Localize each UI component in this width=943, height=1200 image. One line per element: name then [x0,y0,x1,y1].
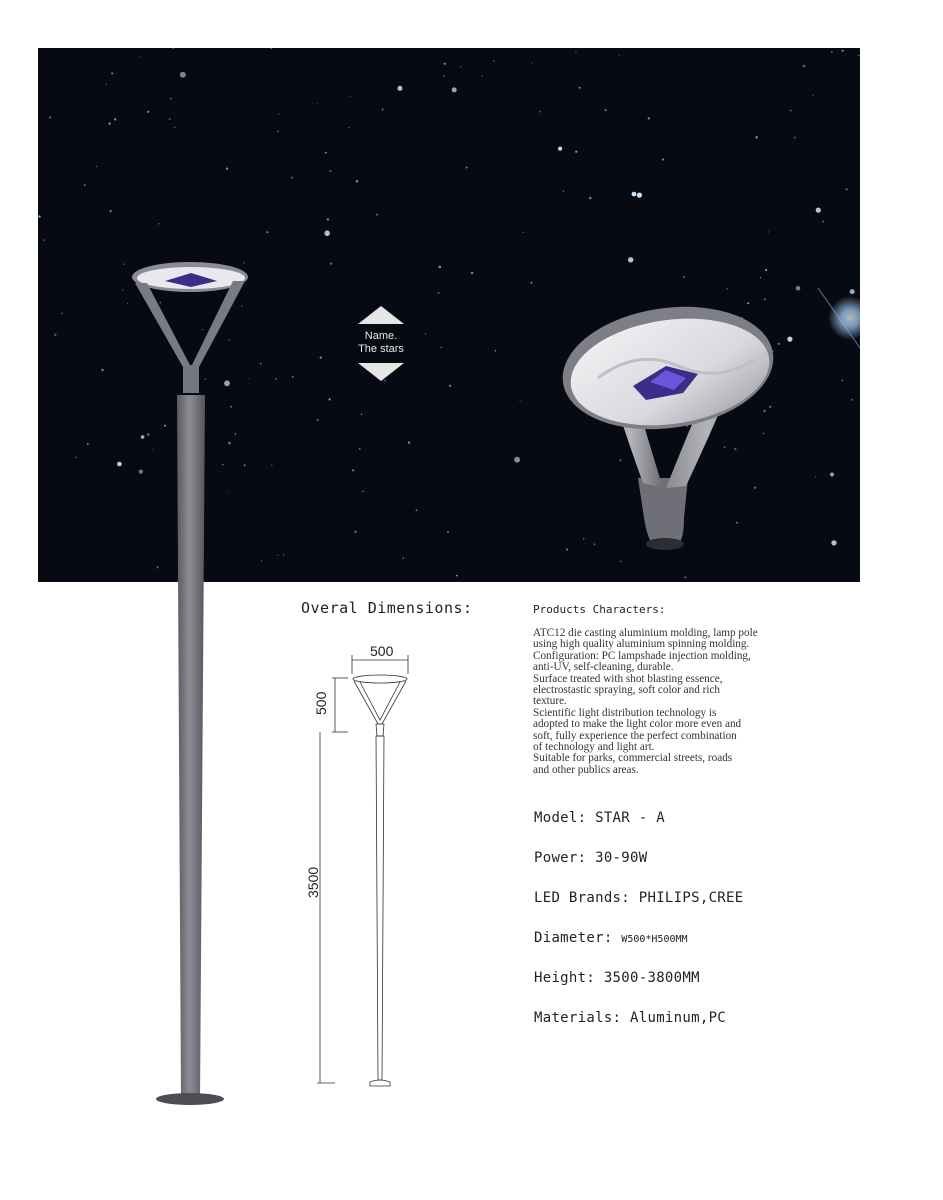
star [114,118,116,120]
star [438,292,440,294]
star [662,158,664,160]
star [764,298,766,300]
characters-line: and other publics areas. [533,763,639,776]
star [96,166,98,168]
star [408,441,410,443]
star [790,110,792,112]
star [397,86,402,91]
star [329,398,331,400]
star [619,55,620,56]
star [352,469,354,471]
star [815,476,816,477]
star [117,462,122,467]
star [327,218,329,220]
star [575,52,576,53]
characters-line: ATC12 die casting aluminium molding, lamp pole [533,627,758,639]
star [539,111,541,113]
star [329,170,331,172]
star [619,459,621,461]
star [275,378,277,380]
star [493,60,495,62]
star [439,266,442,269]
star [266,231,268,233]
star [111,72,113,74]
nav-product-name: The stars [358,343,404,355]
star [449,385,451,387]
star [763,433,765,435]
star [628,257,633,262]
spec-diameter-value: W500*H500MM [621,934,688,945]
star [778,343,780,345]
star [482,76,483,77]
star [593,543,595,545]
nav-name-label: Name. [364,330,398,342]
star [842,50,844,52]
characters-title: Products Characters: [533,603,666,616]
star [727,288,728,289]
star [169,118,171,120]
star [765,269,767,271]
star [38,215,40,217]
characters-line: Scientific light distribution technology is [533,706,717,719]
star [756,136,758,138]
star [724,446,726,448]
star [620,561,622,563]
star [842,380,843,381]
spec-led-brands: LED Brands: PHILIPS,CREE [534,890,744,906]
spec-diameter [534,930,688,946]
previous-arrow-icon[interactable] [358,306,404,324]
characters-line: Suitable for parks, commercial streets, roads [533,752,733,765]
star [324,230,330,236]
star [583,538,584,539]
star [734,448,736,450]
characters-line: adopted to make the light color more even and [533,718,742,731]
star [325,152,327,154]
star [760,277,761,278]
star [763,410,765,412]
star [291,177,293,179]
star [605,109,607,111]
star [531,282,533,284]
star [447,531,449,533]
star [105,84,106,85]
star [54,334,56,336]
star [579,87,581,89]
star [531,62,532,63]
star-flare [818,288,860,348]
star [362,491,364,493]
star [140,56,141,57]
star [822,221,824,223]
star [174,127,175,128]
star [271,465,272,466]
star [769,406,771,408]
star [589,197,592,200]
star [402,558,404,560]
star [851,399,853,401]
spec-model: Model: STAR - A [534,810,665,826]
star [359,448,361,450]
star [794,137,796,139]
star [520,400,521,401]
star [563,191,564,192]
star [87,443,89,445]
product-name-nav [348,306,414,390]
width-dimension-label: 500 [370,643,394,659]
star [108,122,110,124]
star [754,487,756,489]
star [443,75,445,77]
star [158,223,160,225]
star [226,168,228,170]
star [278,113,279,114]
star [830,472,834,476]
star [348,127,349,128]
star [425,333,426,334]
star [283,554,284,555]
star [76,457,77,458]
star [270,48,272,49]
star [356,180,358,182]
characters-line: electrostastic spraying, soft color and rich [533,684,721,697]
head-height-dimension-label: 500 [313,691,329,715]
star [684,576,686,578]
characters-description [533,628,833,776]
star [317,103,318,104]
star [471,272,473,274]
star [575,151,577,153]
spec-power: Power: 30-90W [534,850,648,866]
star [736,522,738,524]
star [846,188,848,190]
star [444,63,446,65]
star [850,289,855,294]
star [683,276,685,278]
star [452,87,457,92]
characters-line: using high quality aluminium spinning molding. [533,638,750,651]
star [278,555,279,556]
street-lamp-illustration [125,255,255,1110]
star [147,111,149,113]
dimensions-title: Overal Dimensions: [301,599,473,617]
characters-line: texture. [533,695,567,708]
characters-line: Surface treated with shot blasting essence, [533,672,723,685]
star [440,347,441,348]
star [523,232,524,233]
star [260,363,261,364]
star [858,55,859,56]
star [514,457,520,463]
star [796,286,801,291]
star [803,65,806,68]
star [43,239,45,241]
star [320,356,322,358]
lamp-head-closeup [555,294,782,550]
star [292,376,294,378]
star [456,575,458,577]
star [180,72,186,78]
star [747,302,749,304]
star [831,540,836,545]
star [49,117,51,119]
star [361,414,362,415]
star [632,192,637,197]
star [261,560,262,561]
total-height-dimension-label: 3500 [305,866,321,898]
spec-height: Height: 3500-3800MM [534,970,700,986]
characters-line: anti-UV, self-cleaning, durable. [533,661,674,674]
star [317,419,319,421]
star [416,509,418,511]
next-arrow-icon[interactable] [358,363,404,381]
star [330,262,332,264]
star [122,290,123,291]
star [460,66,461,67]
star [101,369,104,372]
spec-materials: Materials: Aluminum,PC [534,1010,727,1026]
characters-line: of technology and light art. [533,741,655,754]
star [354,531,356,533]
star [170,98,172,100]
star [558,147,562,151]
star [376,214,378,216]
star [110,210,112,212]
star [831,51,833,53]
star [61,313,63,315]
characters-line: soft, fully experience the perfect combination [533,729,737,742]
star [382,108,384,110]
star [84,184,86,186]
spec-diameter-label: Diameter: [534,930,613,946]
characters-line: Configuration: PC lampshade injection molding, [533,649,751,662]
star [495,350,497,352]
star [173,48,174,49]
star [566,549,568,551]
star [465,166,467,168]
star [768,231,769,232]
star [350,96,351,97]
star [816,208,821,213]
star [637,193,642,198]
star [648,117,650,119]
star [277,131,278,132]
star [813,95,814,96]
star [787,337,792,342]
